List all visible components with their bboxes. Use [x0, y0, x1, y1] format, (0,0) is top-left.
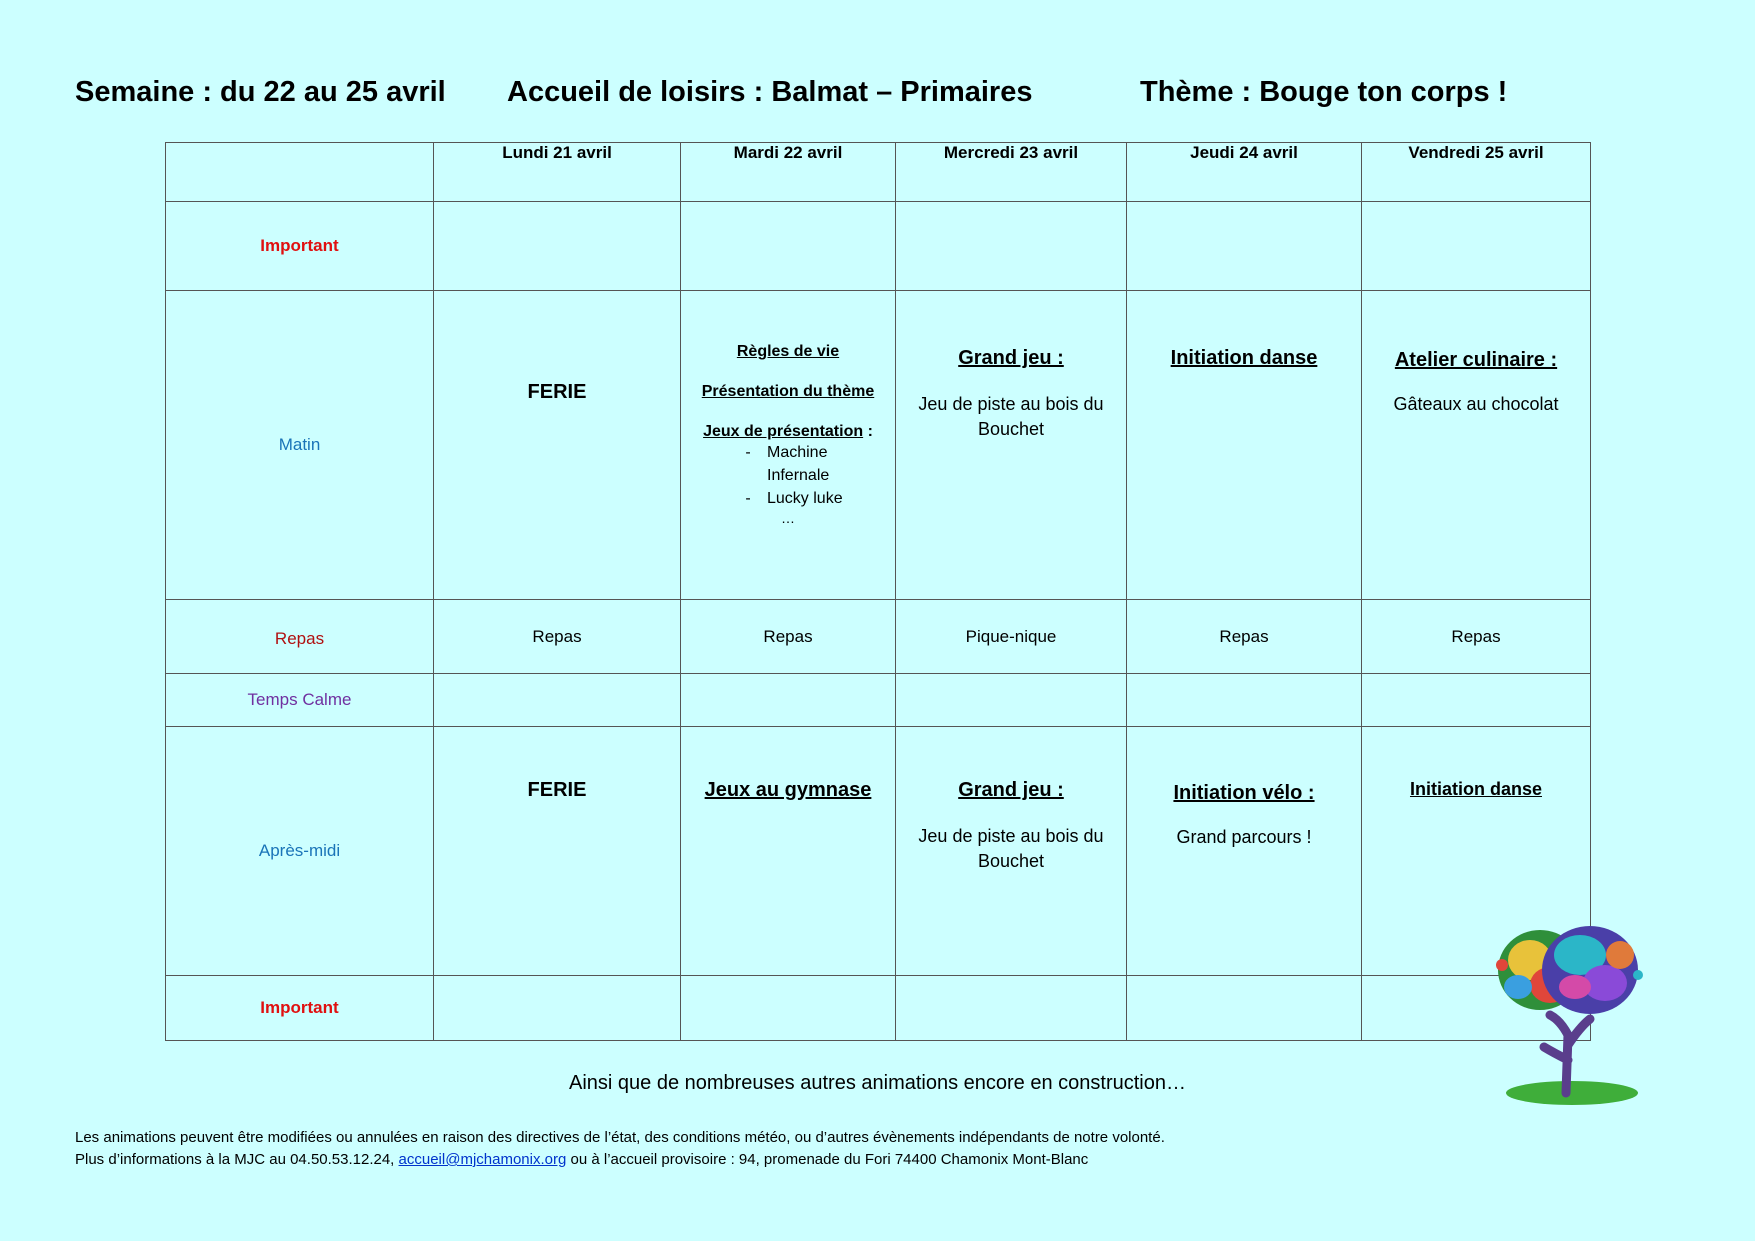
- matin-mardi-line2: Présentation du thème: [701, 383, 875, 400]
- email-link[interactable]: accueil@mjchamonix.org: [398, 1151, 567, 1168]
- important-top-row: [166, 202, 1591, 291]
- day-header-row: [166, 143, 1591, 202]
- footer-note: Ainsi que de nombreuses autres animations encore en construction…: [568, 1072, 1186, 1094]
- row-label-important-bottom: Important: [166, 976, 434, 1041]
- legal-suffix: ou à l’accueil provisoire : 94, promenade du Fori 74400 Chamonix Mont-Blanc: [566, 1151, 1089, 1168]
- temps-calme-cell: [434, 674, 681, 727]
- day-header-lundi: Lundi 21 avril: [434, 143, 681, 202]
- temps-calme-row: [166, 674, 1591, 727]
- matin-vendredi-desc: Gâteaux au chocolat: [1393, 394, 1559, 414]
- matin-jeudi-title: Initiation danse: [1170, 347, 1318, 369]
- week-title: Semaine : du 22 au 25 avril: [75, 76, 446, 108]
- row-label-important-top: Important: [166, 202, 434, 291]
- repas-cell: Repas: [434, 600, 681, 674]
- temps-calme-cell: [681, 674, 896, 727]
- matin-mardi-list: - Machine Infernale - Lucky luke: [729, 441, 847, 510]
- temps-calme-cell: [896, 674, 1127, 727]
- apm-lundi-text: FERIE: [527, 779, 587, 801]
- repas-cell: Pique-nique: [896, 600, 1127, 674]
- day-header-mercredi: Mercredi 23 avril: [896, 143, 1127, 202]
- apm-jeudi-title: Initiation vélo :: [1173, 782, 1315, 804]
- apm-jeudi-desc: Grand parcours !: [1176, 827, 1312, 847]
- matin-lundi-text: FERIE: [527, 381, 587, 403]
- apres-midi-row: [166, 727, 1591, 976]
- temps-calme-cell: [1362, 674, 1591, 727]
- matin-mardi-line1: Règles de vie: [736, 343, 840, 360]
- day-header-vendredi: Vendredi 25 avril: [1362, 143, 1591, 202]
- matin-mardi-ellipsis: …: [781, 510, 795, 526]
- apm-lundi-cell: [434, 727, 681, 976]
- important-top-cell: [1362, 202, 1591, 291]
- apm-mercredi-desc: Jeu de piste au bois du Bouchet: [918, 826, 1104, 871]
- apm-mercredi-cell: [896, 727, 1127, 976]
- repas-cell: Repas: [681, 600, 896, 674]
- list-item: Lucky luke: [767, 490, 843, 507]
- apm-vendredi-title: Initiation danse: [1409, 779, 1542, 799]
- matin-mardi-line3: Jeux de présentation: [703, 423, 864, 440]
- matin-row: [166, 291, 1591, 600]
- temps-calme-cell: [1127, 674, 1362, 727]
- list-item: Machine Infernale: [767, 444, 830, 484]
- theme-title: Thème : Bouge ton corps !: [1140, 76, 1508, 108]
- legal-prefix: Plus d’informations à la MJC au 04.50.53.12.24,: [75, 1151, 399, 1168]
- schedule-table: [165, 142, 1591, 1041]
- apm-mercredi-title: Grand jeu :: [958, 779, 1064, 801]
- row-label-repas: Repas: [166, 600, 434, 674]
- apm-mardi-title: Jeux au gymnase: [704, 779, 872, 801]
- matin-mardi-cell: [681, 291, 896, 600]
- important-bottom-cell: [681, 976, 896, 1041]
- corner-cell: [166, 143, 434, 202]
- important-top-cell: [896, 202, 1127, 291]
- matin-mercredi-desc: Jeu de piste au bois du Bouchet: [918, 394, 1104, 439]
- day-header-mardi: Mardi 22 avril: [681, 143, 896, 202]
- important-top-cell: [434, 202, 681, 291]
- important-bottom-cell: [1127, 976, 1362, 1041]
- center-title: Accueil de loisirs : Balmat – Primaires: [507, 76, 1033, 108]
- legal-notice: [75, 1127, 1165, 1171]
- row-label-temps-calme: Temps Calme: [166, 674, 434, 727]
- repas-row: [166, 600, 1591, 674]
- important-top-cell: [681, 202, 896, 291]
- day-header-jeudi: Jeudi 24 avril: [1127, 143, 1362, 202]
- repas-cell: Repas: [1127, 600, 1362, 674]
- matin-vendredi-cell: [1362, 291, 1591, 600]
- matin-mercredi-title: Grand jeu :: [958, 347, 1064, 369]
- important-bottom-row: [166, 976, 1591, 1041]
- matin-mercredi-cell: [896, 291, 1127, 600]
- apm-jeudi-cell: [1127, 727, 1362, 976]
- apm-mardi-cell: [681, 727, 896, 976]
- important-bottom-cell: [434, 976, 681, 1041]
- row-label-apres-midi: Après-midi: [166, 727, 434, 976]
- matin-jeudi-cell: [1127, 291, 1362, 600]
- page-header: [0, 76, 1755, 116]
- legal-line-1: Les animations peuvent être modifiées ou annulées en raison des directives de l’état, des conditions météo, ou d’autres évènements indépendants de notre volonté.: [75, 1129, 1165, 1146]
- important-bottom-cell: [896, 976, 1127, 1041]
- matin-vendredi-title: Atelier culinaire :: [1394, 349, 1558, 371]
- legal-line-2: [75, 1149, 1165, 1171]
- important-top-cell: [1127, 202, 1362, 291]
- matin-mardi-line3-suffix: :: [863, 423, 873, 440]
- repas-cell: Repas: [1362, 600, 1591, 674]
- row-label-matin: Matin: [166, 291, 434, 600]
- matin-lundi-cell: [434, 291, 681, 600]
